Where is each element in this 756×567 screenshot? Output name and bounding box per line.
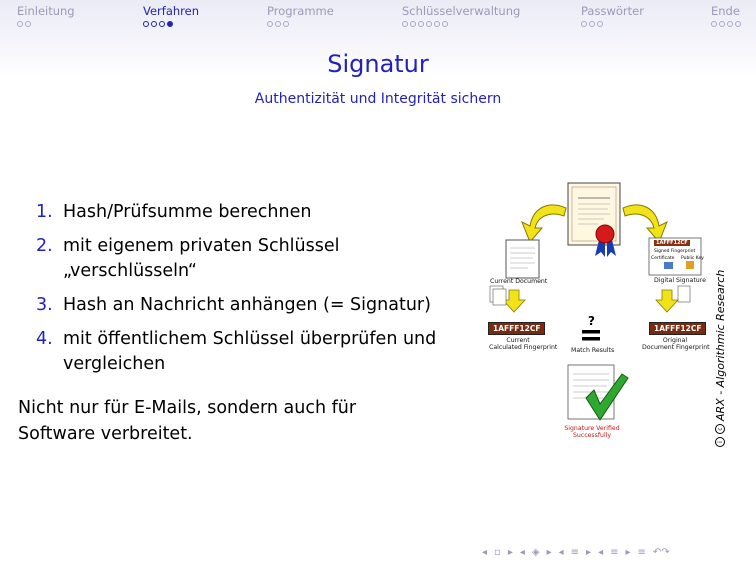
original-fingerprint-line2: Document Fingerprint (642, 344, 710, 351)
fingerprint-card-icon (678, 286, 690, 302)
original-fingerprint-line1: Original (662, 337, 688, 344)
list-item-line: mit eigenem privaten Schlüssel (63, 236, 340, 256)
digital-signature-label: Digital Signature (654, 277, 706, 284)
beamer-control-icon[interactable]: ▸ (546, 547, 552, 558)
nav-section-title[interactable]: Ende (711, 4, 740, 18)
nav-section-title[interactable]: Verfahren (143, 4, 200, 18)
question-mark: ? (588, 314, 595, 328)
list-item-number: 4. (36, 329, 53, 349)
nav-section-4 (581, 4, 644, 27)
nav-slide-dot[interactable] (727, 21, 733, 27)
beamer-control-icon[interactable]: ◂ (482, 547, 488, 558)
public-key-label: Public Key (681, 256, 704, 261)
list-item-text (63, 200, 476, 225)
beamer-control-icon[interactable]: ◂ (519, 547, 525, 558)
list-item-number: 3. (36, 295, 53, 315)
nav-section-2 (267, 4, 334, 27)
steps-list (36, 200, 476, 386)
list-item-line: Hash an Nachricht anhängen (= Signatur) (63, 295, 431, 315)
nav-section-3 (402, 4, 520, 27)
match-results-label: Match Results (571, 347, 615, 354)
beamer-control-icon[interactable]: ◂ (558, 547, 564, 558)
nav-slide-dot[interactable] (589, 21, 595, 27)
slide-title: Signatur (327, 50, 429, 78)
list-item-line: mit öffentlichem Schlüssel überprüfen und (63, 329, 437, 349)
credit-text: ARX - Algorithmic Research (713, 269, 727, 421)
image-credit (712, 257, 728, 447)
verified-document-icon (568, 365, 614, 419)
nav-section-title[interactable]: Schlüsselverwaltung (402, 4, 521, 18)
arrow-right-icon (623, 205, 667, 242)
beamer-control-icon[interactable]: ↶↷ (652, 547, 670, 558)
current-document-label: Current Document (490, 278, 548, 285)
note-line: Nicht nur für E-Mails, sondern auch für (18, 398, 357, 418)
nav-section-dots (711, 21, 741, 27)
nav-slide-dot[interactable] (418, 21, 424, 27)
list-item-line: Hash/Prüfsumme berechnen (63, 202, 312, 222)
nav-slide-dot[interactable] (402, 21, 408, 27)
list-item-text (63, 234, 476, 284)
slide-subtitle: Authentizität und Integrität sichern (254, 91, 502, 107)
beamer-control-icon[interactable]: ◈ (531, 547, 540, 558)
nav-slide-dot[interactable] (283, 21, 289, 27)
nav-slide-dot[interactable] (143, 21, 149, 27)
nav-slide-dot[interactable] (167, 21, 173, 27)
original-fingerprint-label (642, 337, 708, 351)
certificate-label: Certificate (651, 256, 675, 261)
arrow-left-icon (522, 205, 566, 242)
nav-section-dots (267, 21, 334, 27)
nav-slide-dot[interactable] (597, 21, 603, 27)
cc-license-icon: c (715, 424, 725, 434)
nav-section-title[interactable]: Einleitung (17, 4, 75, 18)
nav-section-5 (711, 4, 741, 27)
nav-slide-dot[interactable] (719, 21, 725, 27)
nav-slide-dot[interactable] (711, 21, 717, 27)
nav-slide-dot[interactable] (151, 21, 157, 27)
beamer-control-icon[interactable]: ▸ (507, 547, 513, 558)
signed-hash-value: 1AFFF12CF (656, 240, 688, 246)
nav-slide-dot[interactable] (581, 21, 587, 27)
list-item-number: 2. (36, 236, 53, 256)
nav-slide-dot[interactable] (410, 21, 416, 27)
beamer-control-icon[interactable]: ≡ (610, 547, 619, 558)
nav-slide-dot[interactable] (17, 21, 23, 27)
beamer-control-icon[interactable]: ▫ (494, 547, 501, 558)
signed-fingerprint-label: Signed Fingerprint (654, 249, 696, 254)
nav-slide-dot[interactable] (434, 21, 440, 27)
nav-section-1 (143, 4, 199, 27)
note-text (18, 395, 356, 447)
list-item-text (63, 293, 476, 318)
note-line: Software verbreitet. (18, 424, 193, 444)
list-item-line: vergleichen (63, 354, 166, 374)
list-item (36, 234, 476, 284)
nav-slide-dot[interactable] (735, 21, 741, 27)
verified-line2: Successfully (572, 432, 612, 439)
nav-slide-dot[interactable] (267, 21, 273, 27)
nav-section-dots (402, 21, 520, 27)
nav-section-dots (17, 21, 75, 27)
beamer-control-icon[interactable]: ▸ (586, 547, 592, 558)
cc-by-icon: i (715, 437, 725, 447)
nav-section-0 (17, 4, 75, 27)
list-item-line: „verschlüsseln“ (63, 261, 197, 281)
list-item-text (63, 327, 476, 377)
diagram-graphics (478, 178, 710, 448)
arrow-down-right-icon (656, 290, 678, 312)
beamer-control-icon[interactable]: ≡ (637, 547, 646, 558)
original-hash-value: 1AFFF12CF (649, 322, 706, 335)
equals-icon (582, 330, 600, 341)
current-fingerprint-line1: Current (506, 337, 530, 344)
beamer-control-icon[interactable]: ◂ (598, 547, 604, 558)
nav-slide-dot[interactable] (442, 21, 448, 27)
beamer-navigation-controls (482, 547, 670, 558)
list-item-number: 1. (36, 202, 53, 222)
list-item (36, 327, 476, 377)
beamer-control-icon[interactable]: ▸ (625, 547, 631, 558)
nav-slide-dot[interactable] (426, 21, 432, 27)
nav-slide-dot[interactable] (159, 21, 165, 27)
list-item (36, 293, 476, 318)
nav-slide-dot[interactable] (275, 21, 281, 27)
verified-label (562, 425, 622, 439)
nav-section-dots (143, 21, 199, 27)
verified-line1: Signature Verified (564, 425, 620, 432)
current-fingerprint-line2: Calculated Fingerprint (489, 344, 558, 351)
nav-section-title[interactable]: Programme (267, 4, 334, 18)
document-stack-icon (490, 286, 506, 305)
current-fingerprint-label (489, 337, 558, 351)
list-item (36, 200, 476, 225)
beamer-control-icon[interactable]: ≡ (570, 547, 580, 558)
signature-verification-diagram (478, 178, 710, 448)
nav-section-dots (581, 21, 644, 27)
nav-slide-dot[interactable] (25, 21, 31, 27)
current-hash-value: 1AFFF12CF (488, 322, 545, 335)
nav-section-title[interactable]: Passwörter (581, 4, 644, 18)
current-document-icon (506, 240, 539, 278)
